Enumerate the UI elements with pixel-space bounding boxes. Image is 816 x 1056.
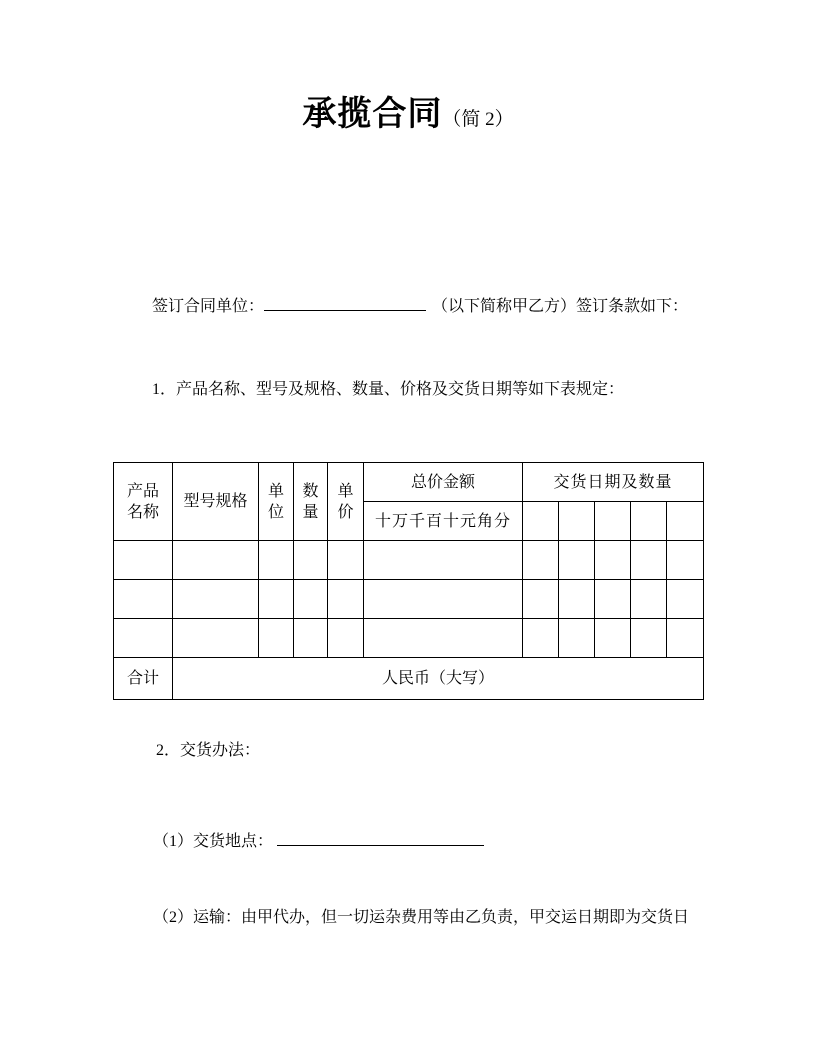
table-cell-empty[interactable] [667, 541, 704, 580]
table-cell-empty[interactable] [559, 541, 595, 580]
header-quantity: 数量 [294, 463, 328, 541]
table-cell-empty[interactable] [328, 580, 364, 619]
table-cell-empty[interactable] [523, 619, 559, 658]
clause-2: 2．交货办法： [156, 742, 261, 759]
table-cell-empty[interactable] [259, 580, 294, 619]
total-label-cell: 合计 [114, 658, 173, 700]
table-cell-empty[interactable] [364, 541, 523, 580]
delivery-subcolumn-cell[interactable] [667, 502, 704, 541]
table-cell-empty[interactable] [631, 580, 667, 619]
document-title-main: 承揽合同 [302, 96, 443, 133]
table-cell-empty[interactable] [559, 619, 595, 658]
table-cell-empty[interactable] [595, 541, 631, 580]
table-cell-empty[interactable] [114, 619, 173, 658]
intro-prefix: 签订合同单位： [152, 298, 265, 315]
table-cell-empty[interactable] [328, 619, 364, 658]
header-unit: 单位 [259, 463, 294, 541]
table-cell-empty[interactable] [631, 541, 667, 580]
document-title-suffix: （简 2） [442, 109, 514, 130]
table-cell-empty[interactable] [114, 580, 173, 619]
products-table-container [113, 462, 704, 700]
clause-1: 1．产品名称、型号及规格、数量、价格及交货日期等如下表规定： [152, 381, 625, 398]
table-cell-empty[interactable] [328, 541, 364, 580]
table-cell-empty[interactable] [173, 580, 259, 619]
table-cell-empty[interactable] [364, 580, 523, 619]
table-cell-empty[interactable] [294, 541, 328, 580]
intro-paragraph [152, 295, 688, 317]
contract-unit-blank[interactable] [264, 295, 426, 311]
table-cell-empty[interactable] [114, 541, 173, 580]
table-row [114, 541, 704, 580]
table-cell-empty[interactable] [559, 580, 595, 619]
table-cell-empty[interactable] [259, 619, 294, 658]
table-cell-empty[interactable] [259, 541, 294, 580]
header-product-name: 产品名称 [114, 463, 173, 541]
products-table [113, 462, 704, 700]
table-row [114, 580, 704, 619]
clause-2-1 [153, 830, 484, 852]
table-cell-empty[interactable] [523, 541, 559, 580]
delivery-subcolumn-cell[interactable] [523, 502, 559, 541]
table-cell-empty[interactable] [294, 580, 328, 619]
header-amount-digits: 十万千百十元角分 [364, 502, 523, 541]
header-model-spec: 型号规格 [173, 463, 259, 541]
table-cell-empty[interactable] [595, 619, 631, 658]
delivery-place-label: （1）交货地点： [153, 833, 274, 850]
table-cell-empty[interactable] [364, 619, 523, 658]
table-cell-empty[interactable] [631, 619, 667, 658]
table-cell-empty[interactable] [294, 619, 328, 658]
delivery-place-blank[interactable] [277, 830, 484, 846]
table-cell-empty[interactable] [667, 580, 704, 619]
header-total-amount: 总价金额 [364, 463, 523, 502]
table-cell-empty[interactable] [667, 619, 704, 658]
delivery-subcolumn-cell[interactable] [559, 502, 595, 541]
table-row [114, 619, 704, 658]
total-row [114, 658, 704, 700]
delivery-subcolumn-cell[interactable] [631, 502, 667, 541]
header-delivery-date-qty: 交货日期及数量 [523, 463, 704, 502]
delivery-subcolumn-cell[interactable] [595, 502, 631, 541]
table-cell-empty[interactable] [523, 580, 559, 619]
table-cell-empty[interactable] [595, 580, 631, 619]
intro-suffix: （以下简称甲乙方）签订条款如下： [432, 298, 689, 315]
total-value-cell[interactable]: 人民币（大写） [173, 658, 704, 700]
header-unit-price: 单价 [328, 463, 364, 541]
table-cell-empty[interactable] [173, 619, 259, 658]
clause-2-2: （2）运输：由甲代办，但一切运杂费用等由乙负责，甲交运日期即为交货日 [153, 909, 690, 926]
document-title [0, 86, 816, 135]
table-cell-empty[interactable] [173, 541, 259, 580]
